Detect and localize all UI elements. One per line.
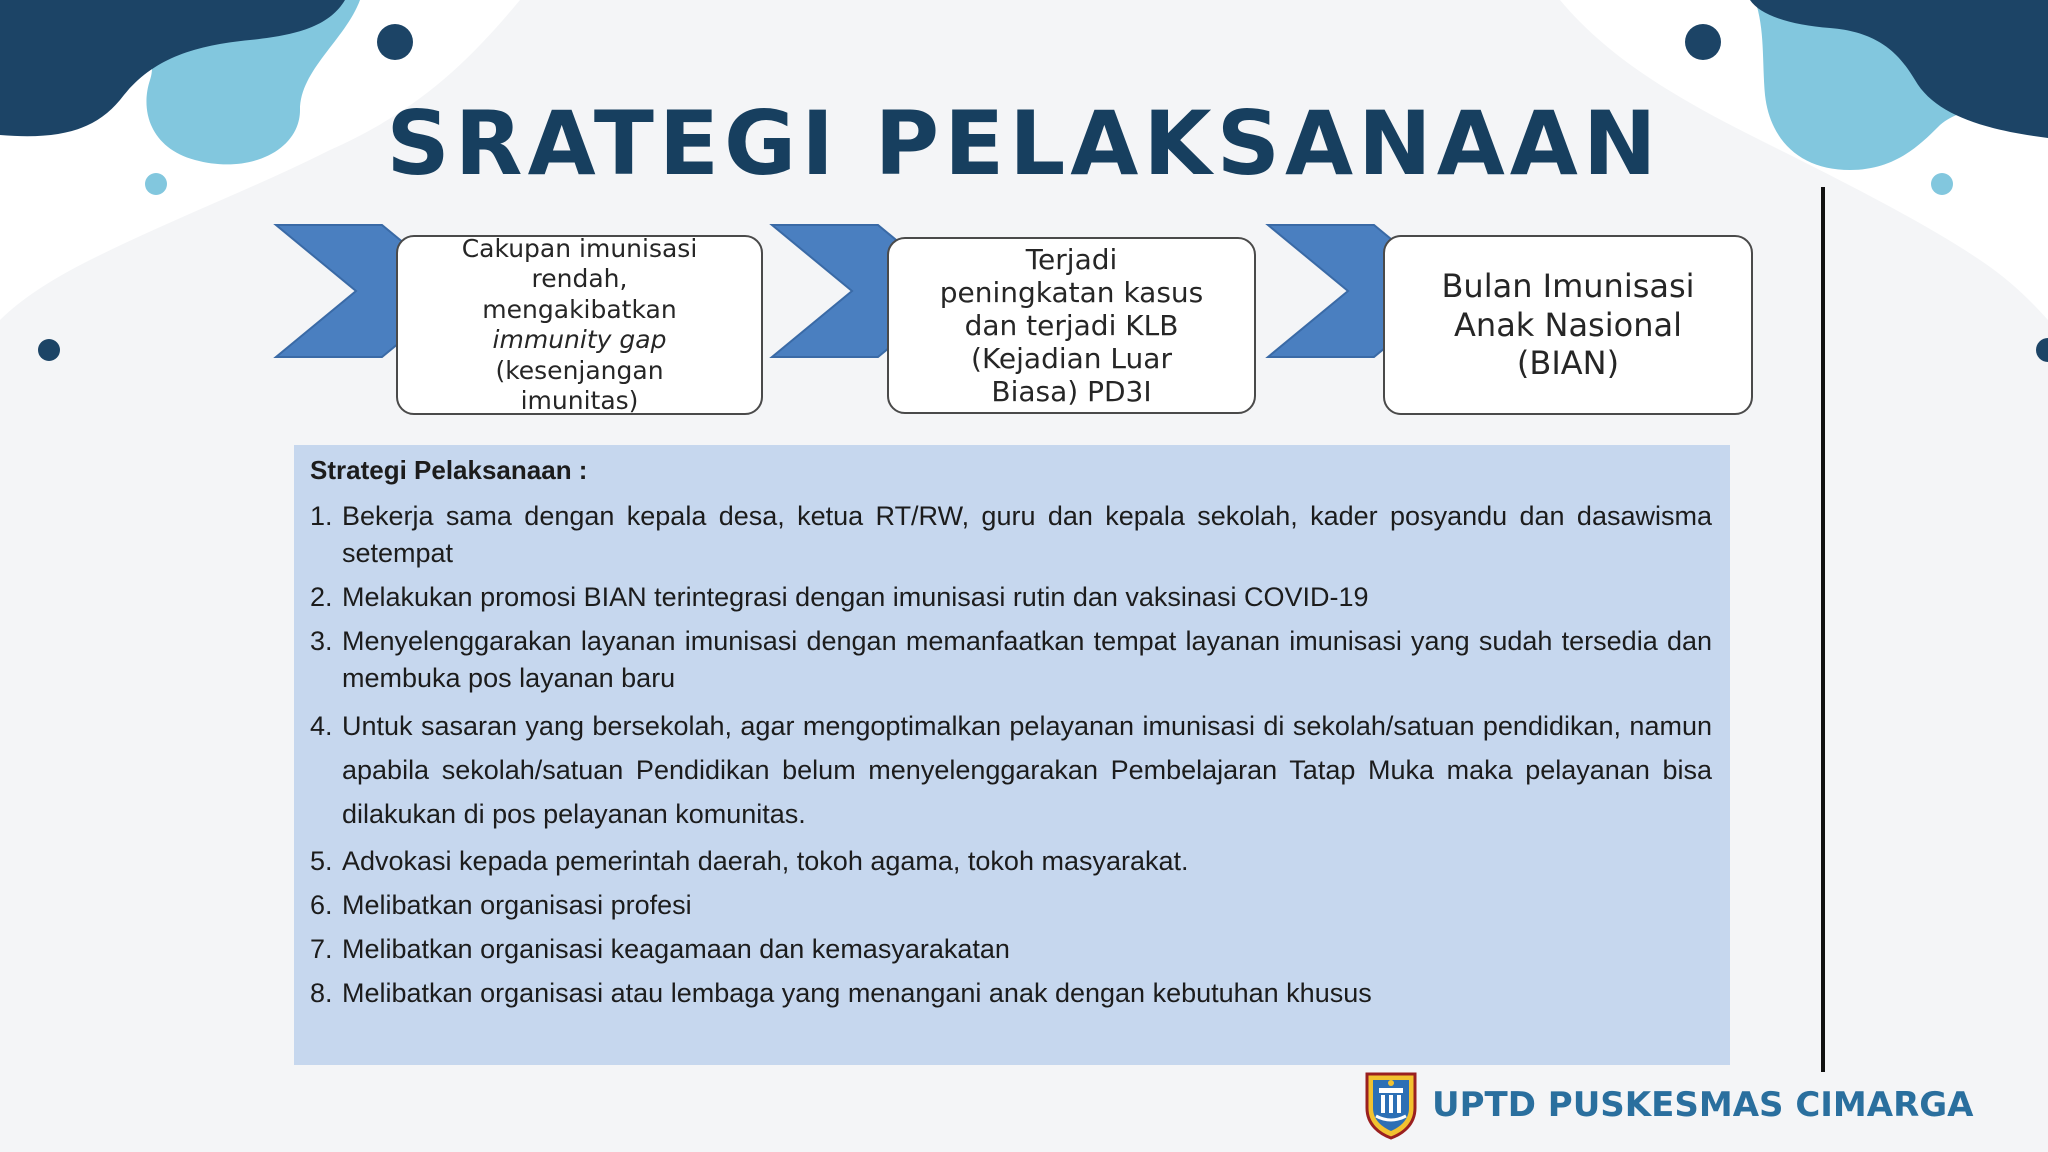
item-number: 8. xyxy=(310,978,333,1008)
strategy-item-1 xyxy=(310,498,1712,572)
strategy-heading: Strategi Pelaksanaan : xyxy=(310,455,588,485)
item-number: 3. xyxy=(310,626,333,656)
item-text: Advokasi kepada pemerintah daerah, tokoh agama, tokoh masyarakat. xyxy=(342,846,1189,876)
strategy-item-8 xyxy=(310,975,1712,1012)
item-text: Melibatkan organisasi keagamaan dan kemasyarakatan xyxy=(342,934,1010,964)
dot-navy-right-2 xyxy=(2036,338,2048,362)
item-text: Untuk sasaran yang bersekolah, agar mengoptimalkan pelayanan imunisasi di sekolah/satuan pendidikan, namun apabila sekolah/satuan Pendidikan belum menyelenggarakan Pembelajaran Tatap Muka maka pelayanan bisa dilakukan di pos pelayanan komunitas. xyxy=(342,711,1712,829)
step-3-line-1: Bulan Imunisasi xyxy=(1441,267,1695,306)
step-2-line-5: Biasa) PD3I xyxy=(991,375,1152,409)
step-3-line-2: Anak Nasional xyxy=(1454,305,1682,344)
item-text: Bekerja sama dengan kepala desa, ketua RT/RW, guru dan kepala sekolah, kader posyandu dan dasawisma setempat xyxy=(342,501,1712,568)
step-1-italic-term: immunity gap xyxy=(492,325,667,354)
item-text: Melibatkan organisasi profesi xyxy=(342,890,692,920)
strategy-item-2 xyxy=(310,579,1712,616)
step-1-line-2: rendah, xyxy=(531,264,628,293)
regency-crest-logo-icon xyxy=(1362,1070,1420,1140)
vertical-divider xyxy=(1821,187,1825,1072)
dot-navy-left-2 xyxy=(38,339,60,361)
item-text: Melakukan promosi BIAN terintegrasi dengan imunisasi rutin dan vaksinasi COVID-19 xyxy=(342,582,1369,612)
item-number: 5. xyxy=(310,846,333,876)
strategy-list xyxy=(310,498,1712,1012)
strategy-item-3 xyxy=(310,623,1712,697)
step-2-line-3: dan terjadi KLB xyxy=(964,308,1179,342)
process-step-3 xyxy=(1383,235,1753,415)
item-number: 2. xyxy=(310,582,333,612)
step-2-line-2: peningkatan kasus xyxy=(939,275,1204,309)
item-number: 6. xyxy=(310,890,333,920)
item-text: Menyelenggarakan layanan imunisasi dengan memanfaatkan tempat layanan imunisasi yang sudah tersedia dan membuka pos layanan baru xyxy=(342,626,1712,693)
item-number: 4. xyxy=(310,711,333,741)
strategy-item-6 xyxy=(310,887,1712,924)
item-text: Melibatkan organisasi atau lembaga yang menangani anak dengan kebutuhan khusus xyxy=(342,978,1372,1008)
step-1-line-1: Cakupan imunisasi xyxy=(461,233,698,263)
slide-title: SRATEGI PELAKSANAAN xyxy=(386,92,1662,195)
step-1-line-4: (kesenjangan xyxy=(495,355,664,385)
dot-navy-right-1 xyxy=(1685,24,1721,60)
step-1-line-3: mengakibatkan xyxy=(482,294,677,324)
footer xyxy=(1362,1068,1973,1142)
item-number: 7. xyxy=(310,934,333,964)
item-number: 1. xyxy=(310,501,333,531)
organization-name: UPTD PUSKESMAS CIMARGA xyxy=(1432,1085,1974,1125)
strategy-panel xyxy=(294,445,1730,1065)
step-2-line-4: (Kejadian Luar xyxy=(971,342,1172,376)
strategy-item-5 xyxy=(310,843,1712,880)
step-1-line-5: imunitas) xyxy=(520,386,639,415)
step-2-line-1: Terjadi xyxy=(1025,242,1118,276)
strategy-item-4 xyxy=(310,704,1712,836)
step-3-line-3: (BIAN) xyxy=(1516,344,1620,383)
process-step-2 xyxy=(887,237,1256,414)
process-step-1 xyxy=(396,235,763,415)
strategy-item-7 xyxy=(310,931,1712,968)
dot-navy-left-1 xyxy=(377,24,413,60)
